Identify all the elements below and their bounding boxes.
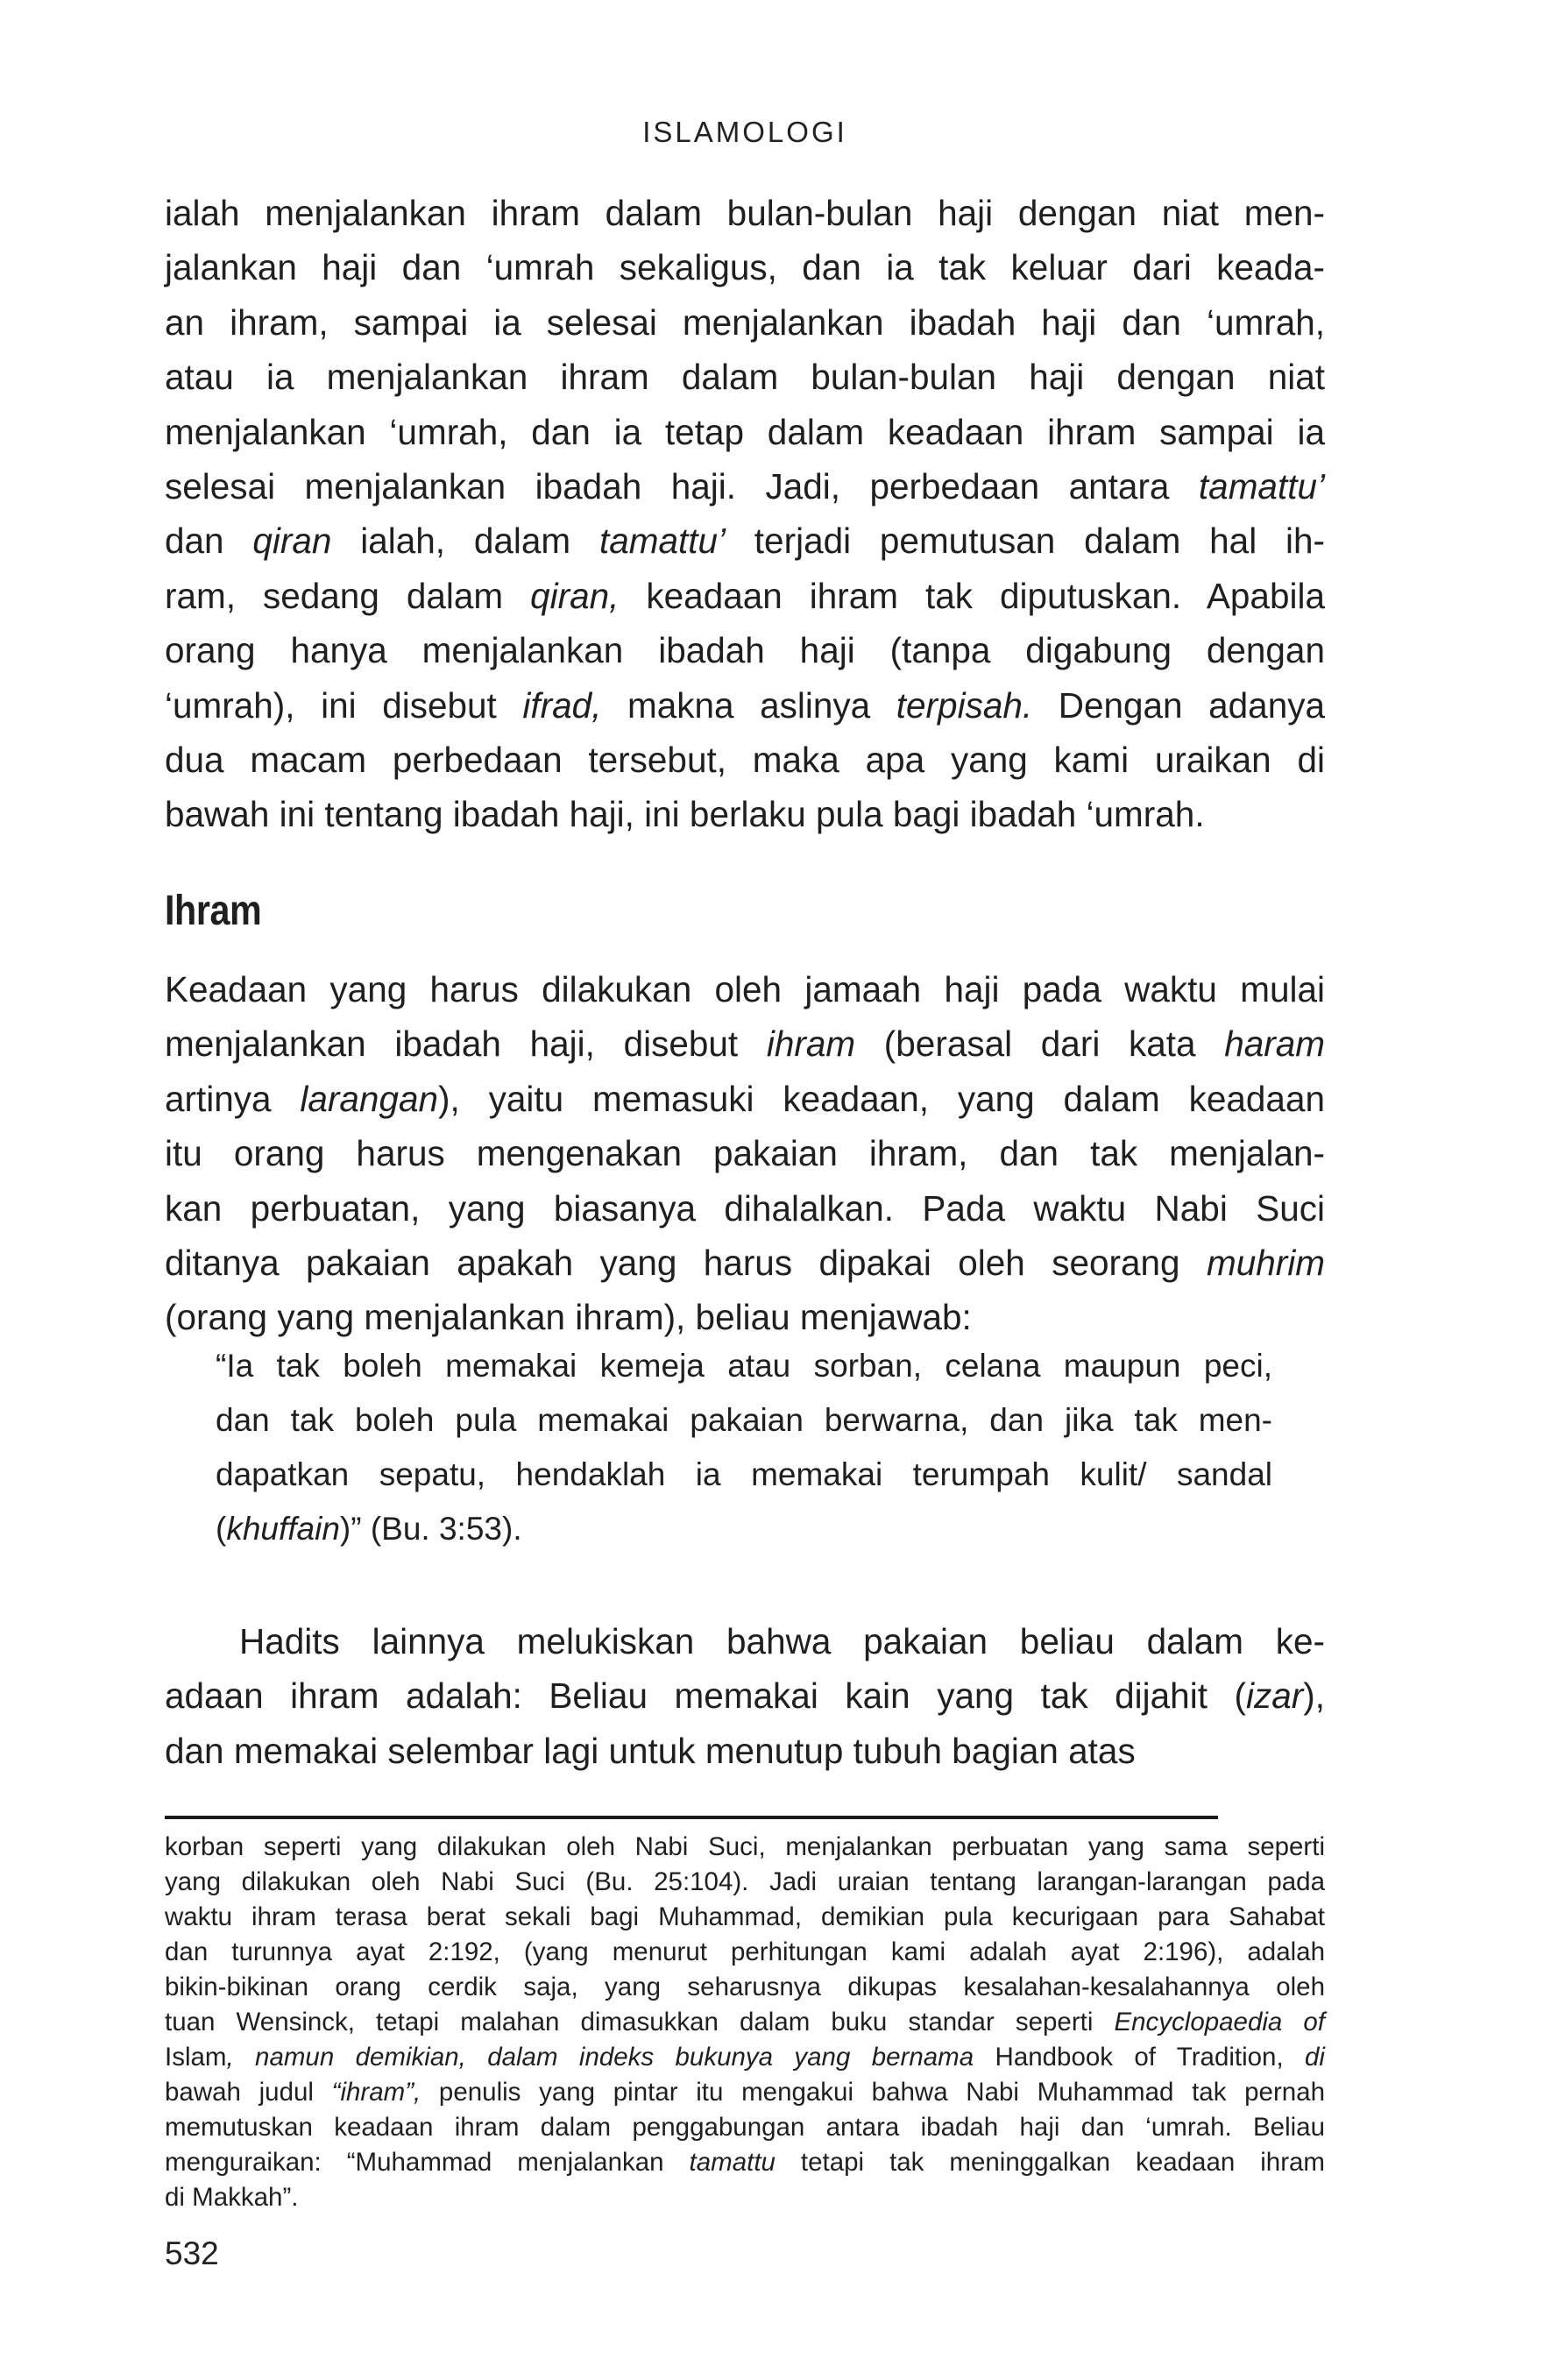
italic-term: muhrim	[1206, 1243, 1325, 1284]
paragraph-hajj-types	[165, 186, 1325, 842]
text-segment: ram, sedang dalam	[165, 575, 531, 616]
text-line	[165, 2145, 1325, 2180]
text-segment: an ihram, sampai ia selesai menjalankan ibadah haji dan ‘umrah,	[165, 301, 1325, 343]
text-line	[165, 1016, 1325, 1071]
text-segment: tuan Wensinck, tetapi malahan dimasukkan dalam buku standar seperti	[165, 2008, 1115, 2036]
text-line	[165, 295, 1325, 350]
text-segment: Dengan adanya	[1032, 684, 1326, 726]
text-line	[165, 2040, 1325, 2075]
text-line	[165, 514, 1325, 568]
text-segment: (	[216, 1511, 227, 1547]
text-segment: Islam	[165, 2043, 227, 2072]
text-segment: memutuskan keadaan ihram dalam penggabungan antara ibadah haji dan ‘umrah. Beliau	[165, 2113, 1325, 2142]
text-line	[165, 2005, 1325, 2040]
italic-term: qiran	[252, 521, 332, 562]
text-segment: menjalankan ibadah haji, disebut	[165, 1024, 767, 1065]
italic-term: di	[1283, 2043, 1325, 2072]
text-segment: kan perbuatan, yang biasanya dihalalkan. Pada waktu Nabi Suci	[165, 1187, 1325, 1229]
text-segment: tetapi tak meninggalkan keadaan ihram	[775, 2148, 1325, 2177]
text-segment: (berasal dari kata	[855, 1024, 1225, 1065]
text-segment: menjalankan ‘umrah, dan ia tetap dalam keadaan ihram sampai ia	[165, 411, 1325, 452]
text-line	[165, 623, 1325, 677]
text-segment: menguraikan: “Muhammad menjalankan	[165, 2148, 690, 2177]
text-segment: ditanya pakaian apakah yang harus dipakai oleh seorang	[165, 1243, 1207, 1284]
text-segment: dua macam perbedaan tersebut, maka apa yang kami uraikan di	[165, 740, 1325, 781]
text-segment: ialah menjalankan ihram dalam bulan-bulan haji dengan niat men-	[165, 193, 1325, 233]
text-segment: dapatkan sepatu, hendaklah ia memakai terumpah kulit/ sandal	[216, 1456, 1272, 1492]
text-line	[165, 1865, 1325, 1900]
text-line	[216, 1448, 1272, 1502]
text-segment: dan turunnya ayat 2:192, (yang menurut perhitungan kami adalah ayat 2:196), adalah	[165, 1937, 1325, 1966]
text-segment: Keadaan yang harus dilakukan oleh jamaah haji pada waktu mulai	[165, 969, 1325, 1009]
text-segment: bawah ini tentang ibadah haji, ini berlaku pula bagi ibadah ‘umrah.	[165, 794, 1205, 835]
text-line	[165, 240, 1325, 294]
italic-term: tamattu’	[1198, 466, 1325, 507]
italic-term: ihram	[766, 1024, 856, 1065]
italic-term: terpisah.	[896, 684, 1033, 726]
text-line	[216, 1393, 1272, 1448]
text-line	[165, 678, 1325, 733]
text-segment: Handbook of Tradition,	[995, 2043, 1284, 2072]
text-segment: keadaan ihram tak diputuskan. Apabila	[619, 575, 1325, 616]
text-line	[165, 962, 1325, 1016]
text-segment: artinya	[165, 1078, 301, 1119]
text-line	[165, 405, 1325, 459]
text-segment: selesai menjalankan ibadah haji. Jadi, perbedaan antara	[165, 466, 1199, 507]
footnote-divider	[165, 1816, 1218, 1819]
italic-term: tamattu	[689, 2148, 776, 2177]
text-segment: ialah, dalam	[331, 521, 599, 562]
text-segment: bikin-bikinan orang cerdik saja, yang seharusnya dikupas kesalahan-kesalahannya oleh	[165, 1973, 1325, 2001]
text-segment: makna aslinya	[601, 684, 896, 726]
italic-term: , namun demikian, dalam indeks bukunya yang bernama	[226, 2043, 995, 2072]
text-segment: dan	[165, 521, 253, 562]
text-line	[165, 1935, 1325, 1970]
text-line	[165, 2110, 1325, 2145]
text-line	[165, 1830, 1325, 1865]
text-segment: atau ia menjalankan ihram dalam bulan-bulan haji dengan niat	[165, 357, 1325, 398]
italic-term: khuffain	[226, 1511, 340, 1547]
text-segment: adaan ihram adalah: Beliau memakai kain yang tak dijahit (	[165, 1675, 1246, 1717]
text-line	[165, 1614, 1325, 1668]
text-line	[165, 1181, 1325, 1236]
text-segment: penulis yang pintar itu mengakui bahwa Nabi Muhammad tak pernah	[421, 2078, 1325, 2107]
text-segment: )” (Bu. 3:53).	[339, 1511, 522, 1547]
text-line	[165, 1126, 1325, 1180]
paragraph-hadith-clothing	[165, 1614, 1325, 1778]
text-line	[165, 1236, 1325, 1290]
text-segment: ), yaitu memasuki keadaan, yang dalam keadaan	[438, 1078, 1325, 1119]
italic-term: larangan	[300, 1078, 439, 1119]
text-segment: dan tak boleh pula memakai pakaian berwarna, dan jika tak men-	[216, 1402, 1272, 1438]
text-segment: dan memakai selembar lagi untuk menutup tubuh bagian atas	[165, 1730, 1136, 1771]
running-header: ISLAMOLOGI	[642, 116, 847, 148]
text-segment: jalankan haji dan ‘umrah sekaligus, dan ia tak keluar dari keada-	[165, 247, 1325, 288]
text-line	[165, 733, 1325, 787]
footnote-block	[165, 1830, 1325, 2215]
text-line	[165, 2075, 1325, 2110]
italic-term: qiran,	[530, 575, 620, 616]
text-line	[165, 1072, 1325, 1126]
text-segment: “Ia tak boleh memakai kemeja atau sorban, celana maupun peci,	[216, 1348, 1272, 1384]
text-segment: Hadits lainnya melukiskan bahwa pakaian beliau dalam ke-	[239, 1621, 1325, 1661]
text-line	[165, 1668, 1325, 1723]
text-segment: di Makkah”.	[165, 2183, 299, 2212]
italic-term: haram	[1224, 1024, 1325, 1065]
text-line	[216, 1502, 1272, 1556]
text-segment: (orang yang menjalankan ihram), beliau menjawab:	[165, 1297, 972, 1338]
text-segment: korban seperti yang dilakukan oleh Nabi Suci, menjalankan perbuatan yang sama seperti	[165, 1832, 1325, 1861]
hadith-quote-block	[216, 1339, 1272, 1556]
paragraph-ihram-definition	[165, 962, 1325, 1345]
text-line	[165, 2180, 1325, 2215]
page-number: 532	[165, 2235, 219, 2271]
italic-term: Encyclopaedia of	[1114, 2008, 1325, 2036]
text-line	[165, 569, 1325, 623]
text-segment: waktu ihram terasa berat sekali bagi Muhammad, demikian pula kecurigaan para Sahabat	[165, 1902, 1325, 1931]
text-segment: bawah judul	[165, 2078, 332, 2107]
text-line	[165, 1900, 1325, 1935]
text-line	[165, 350, 1325, 404]
text-segment: ),	[1303, 1675, 1325, 1717]
text-line	[165, 459, 1325, 514]
text-line	[216, 1339, 1272, 1393]
text-line	[165, 1970, 1325, 2005]
text-segment: itu orang harus mengenakan pakaian ihram, dan tak menjalan-	[165, 1133, 1325, 1174]
text-line	[165, 186, 1325, 240]
text-segment: ‘umrah), ini disebut	[165, 684, 523, 726]
text-segment: orang hanya menjalankan ibadah haji (tanpa digabung dengan	[165, 630, 1325, 671]
text-line	[165, 1290, 1325, 1344]
italic-term: ifrad,	[522, 684, 602, 726]
section-heading-ihram: Ihram	[165, 888, 262, 934]
italic-term: izar	[1245, 1675, 1304, 1717]
italic-term: “ihram”,	[331, 2078, 421, 2107]
text-segment: terjadi pemutusan dalam hal ih-	[726, 521, 1326, 562]
text-line	[165, 1724, 1325, 1778]
italic-term: tamattu’	[598, 521, 726, 562]
text-line	[165, 787, 1325, 841]
text-segment: yang dilakukan oleh Nabi Suci (Bu. 25:104). Jadi uraian tentang larangan-larangan pada	[165, 1867, 1325, 1896]
